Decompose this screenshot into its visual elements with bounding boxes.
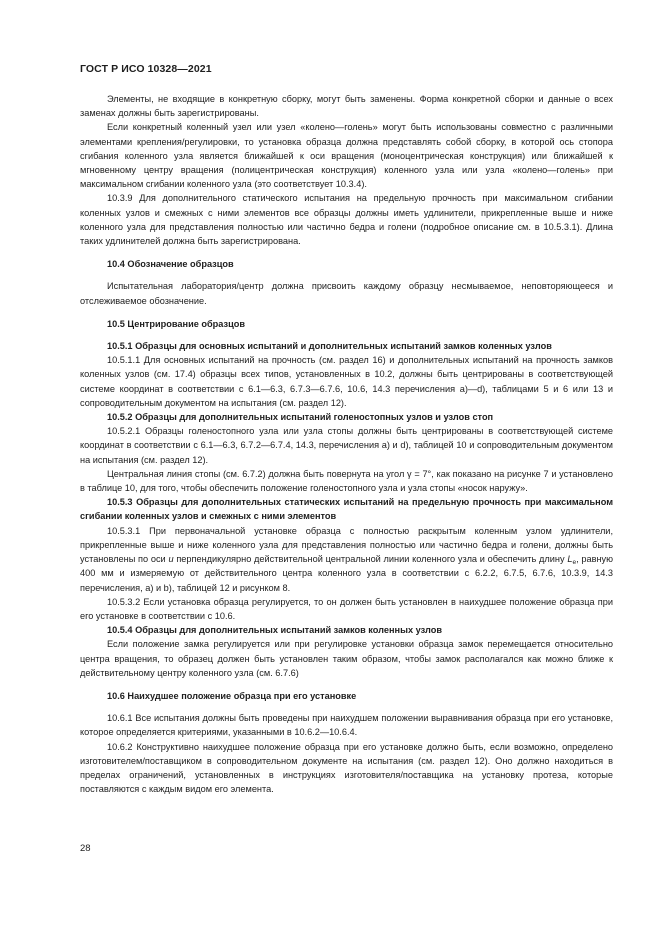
- subsection-heading: 10.5.1 Образцы для основных испытаний и дополнительных испытаний замков коленных узлов: [107, 341, 552, 352]
- paragraph: 10.5.3.2 Если установка образца регулируется, то он должен быть установлен в наихудшее положение образца при его установке в соответствии с 10.6.: [80, 596, 613, 621]
- paragraph: Испытательная лаборатория/центр должна присвоить каждому образцу несмываемое, неповторяющееся и отслеживаемое обозначение.: [80, 281, 613, 306]
- subsection-heading: 10.5.3 Образцы для дополнительных статических испытаний на предельную прочность при максимальном сгибании коленных узлов и смежных с ними элементов: [80, 497, 613, 522]
- subsection-heading: 10.5.4 Образцы для дополнительных испытаний замков коленных узлов: [107, 625, 443, 636]
- section-heading: 10.5 Центрирование образцов: [107, 318, 245, 329]
- document-body: [80, 92, 613, 796]
- paragraph: 10.5.2.1 Образцы голеностопного узла или узла стопы должны быть центрированы в соответствующей системе координат в соответствии с 6.1—6.3, 6.7.2—6.7.4, 14.3, перечисления а) и d), таблицей 10 и сопроводительным документом на испытания (см. раздел 12).: [80, 426, 613, 465]
- paragraph: [80, 524, 613, 595]
- text-run: 10.5.3.1 При первоначальной установке образца с полностью раскрытым коленным узлом удлинители, прикрепленные выше и ниже коленного узла для представления полностью или частично бедра и голени, должны быть установлены по оси: [80, 525, 613, 565]
- paragraph: 10.6.2 Конструктивно наихудшее положение образца при его установке должно быть, если возможно, определено изготовителем/поставщиком в сопроводительном документе на испытания (см. раздел 12). Оно должно находиться в пределах ограничений, установленных в инструкциях изготовителя/поставщика на установку протеза, которые поставляются с каждым видом его элемента.: [80, 741, 613, 795]
- text-run: перпендикулярно действительной центральной линии коленного узла и обеспечить длину: [176, 554, 565, 565]
- subsection-heading: 10.5.2 Образцы для дополнительных испытаний голеностопных узлов и узлов стоп: [107, 412, 494, 423]
- page-number: 28: [80, 843, 91, 854]
- paragraph: 10.5.1.1 Для основных испытаний на прочность (см. раздел 16) и дополнительных испытаний на прочность замков коленных узлов (см. 17.4) образцы всех типов, установленных в 10.2, должны быть центрированы в соответствующей системе координат в соответствии с 6.1—6.3, 6.7.3—6.7.6, 10.6, 14.3 перечисления а)—d), таблицами 5 и 6 или 13 и сопроводительным документом на испытания (см. раздел 12).: [80, 355, 613, 408]
- length-subscript: e: [572, 559, 577, 567]
- paragraph: 10.6.1 Все испытания должны быть проведены при наихудшем положении выравнивания образца при его установке, которое определяется критериями, указанными в 10.6.2—10.6.4.: [80, 713, 613, 738]
- paragraph: Если положение замка регулируется или при регулировке установки образца замок перемещается относительно центра вращения, то образец должен быть установлен таким образом, чтобы замок располагался как можно ближе к действительному центру коленного узла (см. 6.7.6): [80, 639, 613, 678]
- document-header: ГОСТ Р ИСО 10328—2021: [80, 63, 212, 75]
- paragraph: 10.3.9 Для дополнительного статического испытания на предельную прочность при максимальном сгибании коленных узлов и смежных с ними элементов все образцы должны иметь удлинители, прикрепленные выше и ниже коленного узла для представления полностью или частично бедра и голени (подробное описание см. в 10.5.3.1). Длина таких удлинителей должна быть зарегистрирована.: [80, 193, 613, 247]
- section-heading: 10.6 Наихудшее положение образца при его установке: [107, 690, 357, 701]
- paragraph: Центральная линия стопы (см. 6.7.2) должна быть повернута на угол γ = 7°, как показано на рисунке 7 и установлено в таблице 10, для того, чтобы обеспечить положение голеностопного узла и узла стопы «носок наружу».: [80, 468, 613, 494]
- paragraph: Если конкретный коленный узел или узел «колено—голень» могут быть использованы совместно с различными элементами крепления/регулировки, то установка образца должна представлять собой сборку, в которой ось стопора сгибания коленного узла является ближайшей к оси вращения (моноцентрическая конструкция) или ближайшей к мгновенному центру вращения (полицентрическая конструкция) коленного узла или узла «колено—голень» при максимальном сгибании коленного узла (это соответствует 10.3.4).: [80, 122, 613, 190]
- axis-symbol: u: [168, 554, 174, 565]
- paragraph: Элементы, не входящие в конкретную сборку, могут быть заменены. Форма конкретной сборки и данные о всех заменах должны быть зарегистрированы.: [80, 94, 613, 119]
- section-heading: 10.4 Обозначение образцов: [107, 259, 234, 270]
- text-run: , равную 400 мм и измеряемую от действительного центра коленного узла в соответствии с 6.2.2, 6.7.5, 6.7.6, 10.3.9, 14.3 перечисления, а) и b), таблицей 12 и рисунком 8.: [80, 554, 614, 593]
- length-symbol: L: [567, 554, 573, 565]
